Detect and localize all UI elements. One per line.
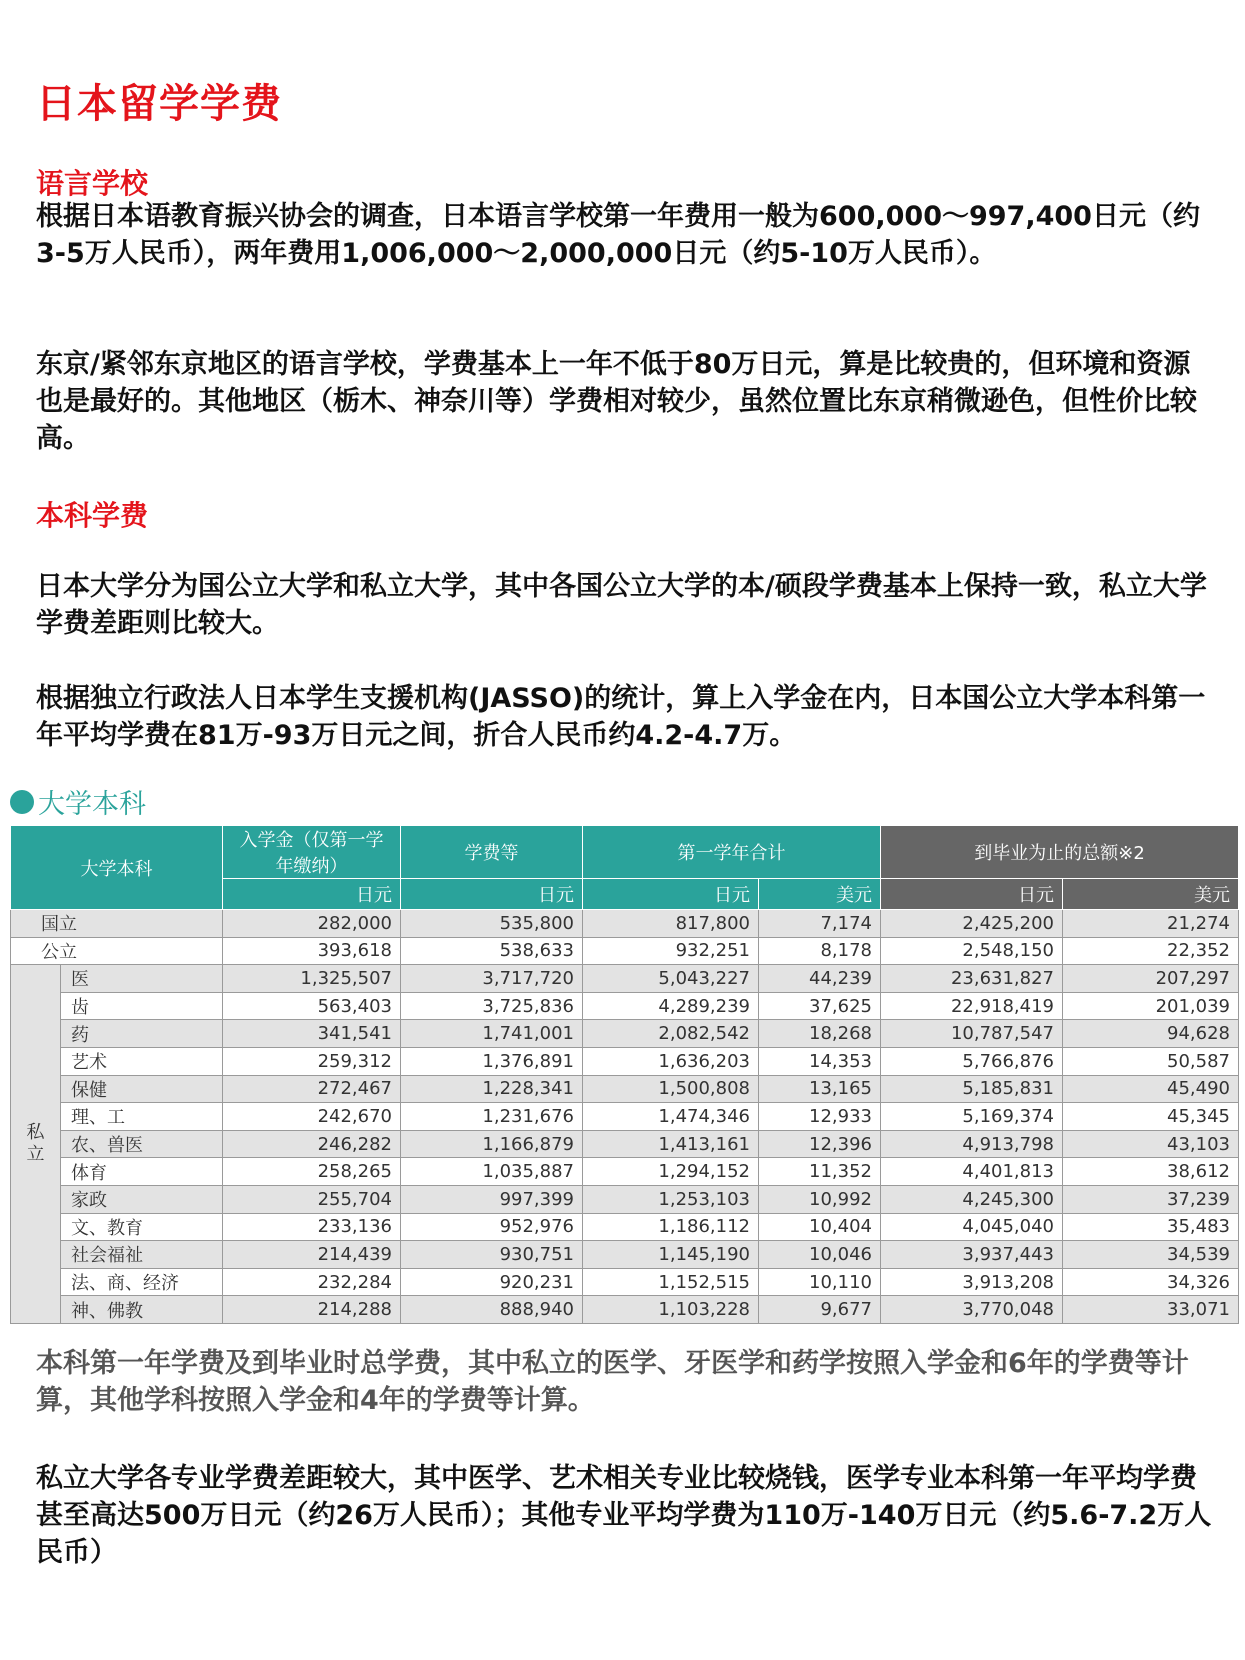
total-yen-cell: 5,766,876	[881, 1047, 1063, 1075]
tuition-cell: 1,741,001	[401, 1020, 583, 1048]
tuition-cell: 1,376,891	[401, 1047, 583, 1075]
table-section-label-text: 大学本科	[38, 789, 146, 820]
admission-cell: 232,284	[223, 1268, 401, 1296]
first-year-usd-cell: 11,352	[759, 1158, 881, 1186]
admission-cell: 1,325,507	[223, 965, 401, 993]
table-row	[11, 1075, 1239, 1103]
table-row	[11, 1296, 1239, 1324]
unit-yen: 日元	[401, 879, 583, 910]
tuition-cell: 535,800	[401, 910, 583, 938]
first-year-yen-cell: 2,082,542	[583, 1020, 759, 1048]
first-year-header: 第一学年合计	[583, 826, 881, 879]
first-year-usd-cell: 12,396	[759, 1130, 881, 1158]
table-row	[11, 910, 1239, 938]
first-year-usd-cell: 10,992	[759, 1185, 881, 1213]
first-year-yen-cell: 1,253,103	[583, 1185, 759, 1213]
total-usd-cell: 34,326	[1063, 1268, 1239, 1296]
total-yen-cell: 4,401,813	[881, 1158, 1063, 1186]
total-yen-cell: 5,169,374	[881, 1103, 1063, 1131]
admission-cell: 255,704	[223, 1185, 401, 1213]
table-row	[11, 1268, 1239, 1296]
tuition-cell: 888,940	[401, 1296, 583, 1324]
first-year-yen-cell: 1,186,112	[583, 1213, 759, 1241]
first-year-yen-cell: 1,294,152	[583, 1158, 759, 1186]
first-year-usd-cell: 8,178	[759, 937, 881, 965]
table-row	[11, 1213, 1239, 1241]
unit-yen: 日元	[583, 879, 759, 910]
first-year-yen-cell: 1,413,161	[583, 1130, 759, 1158]
tuition-cell: 3,717,720	[401, 965, 583, 993]
summary-paragraph: 私立大学各专业学费差距较大，其中医学、艺术相关专业比较烧钱，医学专业本科第一年平均学费甚至高达500万日元（约26万人民币）；其他专业平均学费为110万-140万日元（约5.6-7.2万人民币）	[36, 1463, 1212, 1568]
first-year-yen-cell: 1,500,808	[583, 1075, 759, 1103]
unit-yen: 日元	[223, 879, 401, 910]
table-row	[11, 1158, 1239, 1186]
first-year-yen-cell: 1,474,346	[583, 1103, 759, 1131]
undergrad-heading: 本科学费	[36, 499, 149, 532]
table-row	[11, 992, 1239, 1020]
total-yen-cell: 23,631,827	[881, 965, 1063, 993]
tuition-cell: 1,228,341	[401, 1075, 583, 1103]
total-usd-cell: 22,352	[1063, 937, 1239, 965]
page-title: 日本留学学费	[36, 81, 282, 127]
tuition-cell: 538,633	[401, 937, 583, 965]
admission-cell: 233,136	[223, 1213, 401, 1241]
admission-cell: 246,282	[223, 1130, 401, 1158]
row-label: 公立	[11, 937, 223, 965]
first-year-yen-cell: 817,800	[583, 910, 759, 938]
total-usd-cell: 35,483	[1063, 1213, 1239, 1241]
first-year-yen-cell: 1,103,228	[583, 1296, 759, 1324]
row-label: 医	[61, 965, 223, 993]
row-label: 艺术	[61, 1047, 223, 1075]
table-row	[11, 937, 1239, 965]
total-yen-cell: 5,185,831	[881, 1075, 1063, 1103]
admission-cell: 214,288	[223, 1296, 401, 1324]
table-row	[11, 1185, 1239, 1213]
admission-cell: 393,618	[223, 937, 401, 965]
first-year-yen-cell: 4,289,239	[583, 992, 759, 1020]
total-usd-cell: 45,345	[1063, 1103, 1239, 1131]
row-label: 农、兽医	[61, 1130, 223, 1158]
row-label: 法、商、经济	[61, 1268, 223, 1296]
first-year-yen-cell: 5,043,227	[583, 965, 759, 993]
admission-cell: 341,541	[223, 1020, 401, 1048]
admission-cell: 563,403	[223, 992, 401, 1020]
unit-yen: 日元	[881, 879, 1063, 910]
admission-cell: 272,467	[223, 1075, 401, 1103]
row-label: 保健	[61, 1075, 223, 1103]
row-label: 体育	[61, 1158, 223, 1186]
admission-cell: 282,000	[223, 910, 401, 938]
total-usd-cell: 43,103	[1063, 1130, 1239, 1158]
total-yen-cell: 2,548,150	[881, 937, 1063, 965]
unit-usd: 美元	[1063, 879, 1239, 910]
total-yen-cell: 3,770,048	[881, 1296, 1063, 1324]
admission-header: 入学金（仅第一学年缴纳）	[223, 826, 401, 879]
row-label: 药	[61, 1020, 223, 1048]
first-year-yen-cell: 1,152,515	[583, 1268, 759, 1296]
first-year-usd-cell: 37,625	[759, 992, 881, 1020]
tuition-header: 学费等	[401, 826, 583, 879]
unit-usd: 美元	[759, 879, 881, 910]
total-usd-cell: 201,039	[1063, 992, 1239, 1020]
first-year-usd-cell: 7,174	[759, 910, 881, 938]
row-label: 国立	[11, 910, 223, 938]
table-row	[11, 1047, 1239, 1075]
tuition-cell: 930,751	[401, 1241, 583, 1269]
table-row	[11, 1020, 1239, 1048]
first-year-usd-cell: 14,353	[759, 1047, 881, 1075]
total-usd-cell: 33,071	[1063, 1296, 1239, 1324]
total-yen-cell: 4,245,300	[881, 1185, 1063, 1213]
undergrad-paragraph-2: 根据独立行政法人日本学生支援机构(JASSO)的统计，算上入学金在内，日本国公立大学本科第一年平均学费在81万-93万日元之间，折合人民币约4.2-4.7万。	[36, 683, 1206, 751]
total-yen-cell: 3,913,208	[881, 1268, 1063, 1296]
first-year-yen-cell: 1,145,190	[583, 1241, 759, 1269]
tuition-cell: 3,725,836	[401, 992, 583, 1020]
row-label: 理、工	[61, 1103, 223, 1131]
tuition-cell: 920,231	[401, 1268, 583, 1296]
total-usd-cell: 94,628	[1063, 1020, 1239, 1048]
total-header: 到毕业为止的总额※2	[881, 826, 1239, 879]
total-yen-cell: 4,913,798	[881, 1130, 1063, 1158]
row-label: 齿	[61, 992, 223, 1020]
table-row	[11, 1130, 1239, 1158]
admission-cell: 214,439	[223, 1241, 401, 1269]
total-usd-cell: 207,297	[1063, 965, 1239, 993]
first-year-usd-cell: 9,677	[759, 1296, 881, 1324]
first-year-usd-cell: 10,110	[759, 1268, 881, 1296]
table-row	[11, 1103, 1239, 1131]
first-year-yen-cell: 1,636,203	[583, 1047, 759, 1075]
table-corner-header: 大学本科	[11, 826, 223, 910]
table-row	[11, 965, 1239, 993]
language-school-paragraph-1: 根据日本语教育振兴协会的调查，日本语言学校第一年费用一般为600,000～997,400日元（约3-5万人民币），两年费用1,006,000～2,000,000日元（约5-10万人民币）。	[36, 201, 1200, 269]
private-group-label	[11, 965, 61, 1324]
total-usd-cell: 38,612	[1063, 1158, 1239, 1186]
tuition-cell: 952,976	[401, 1213, 583, 1241]
total-usd-cell: 37,239	[1063, 1185, 1239, 1213]
tuition-table	[10, 825, 1239, 1324]
language-school-paragraph-2: 东京/紧邻东京地区的语言学校，学费基本上一年不低于80万日元，算是比较贵的，但环境和资源也是最好的。其他地区（栃木、神奈川等）学费相对较少，虽然位置比东京稍微逊色，但性价比较高。	[36, 349, 1197, 454]
table-section-label	[10, 782, 146, 821]
first-year-usd-cell: 44,239	[759, 965, 881, 993]
first-year-usd-cell: 18,268	[759, 1020, 881, 1048]
table-header-row	[11, 826, 1239, 879]
total-yen-cell: 2,425,200	[881, 910, 1063, 938]
table-row	[11, 1241, 1239, 1269]
admission-cell: 242,670	[223, 1103, 401, 1131]
row-label: 社会福祉	[61, 1241, 223, 1269]
language-school-heading: 语言学校	[36, 167, 149, 200]
bullet-dot-icon	[10, 790, 34, 814]
first-year-yen-cell: 932,251	[583, 937, 759, 965]
row-label: 文、教育	[61, 1213, 223, 1241]
first-year-usd-cell: 13,165	[759, 1075, 881, 1103]
total-yen-cell: 3,937,443	[881, 1241, 1063, 1269]
first-year-usd-cell: 12,933	[759, 1103, 881, 1131]
tuition-cell: 1,035,887	[401, 1158, 583, 1186]
tuition-cell: 997,399	[401, 1185, 583, 1213]
tuition-cell: 1,231,676	[401, 1103, 583, 1131]
row-label: 神、佛教	[61, 1296, 223, 1324]
admission-cell: 259,312	[223, 1047, 401, 1075]
total-usd-cell: 21,274	[1063, 910, 1239, 938]
total-usd-cell: 34,539	[1063, 1241, 1239, 1269]
tuition-cell: 1,166,879	[401, 1130, 583, 1158]
row-label: 家政	[61, 1185, 223, 1213]
total-yen-cell: 10,787,547	[881, 1020, 1063, 1048]
private-group-text: 私立	[26, 1122, 45, 1166]
admission-cell: 258,265	[223, 1158, 401, 1186]
total-usd-cell: 50,587	[1063, 1047, 1239, 1075]
total-yen-cell: 4,045,040	[881, 1213, 1063, 1241]
first-year-usd-cell: 10,404	[759, 1213, 881, 1241]
total-yen-cell: 22,918,419	[881, 992, 1063, 1020]
undergrad-paragraph-1: 日本大学分为国公立大学和私立大学，其中各国公立大学的本/硕段学费基本上保持一致，私立大学学费差距则比较大。	[36, 571, 1207, 639]
total-usd-cell: 45,490	[1063, 1075, 1239, 1103]
first-year-usd-cell: 10,046	[759, 1241, 881, 1269]
table-footnote: 本科第一年学费及到毕业时总学费，其中私立的医学、牙医学和药学按照入学金和6年的学费等计算，其他学科按照入学金和4年的学费等计算。	[36, 1348, 1189, 1416]
